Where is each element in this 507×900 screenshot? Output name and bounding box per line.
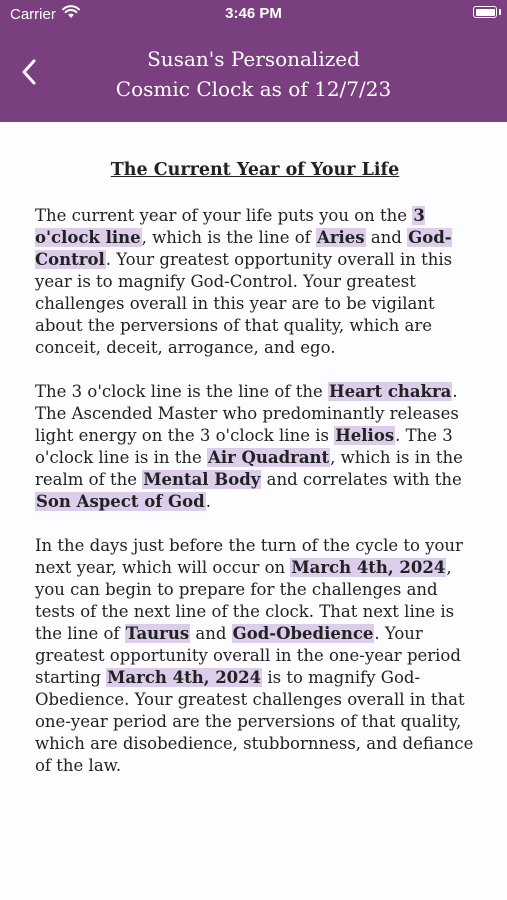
battery-tip — [499, 9, 501, 15]
text: The 3 o'clock line is the line of the — [35, 382, 328, 401]
highlight-body: Mental Body — [143, 470, 261, 489]
highlight-quality: God-Control — [35, 228, 452, 269]
text: . — [205, 492, 211, 511]
status-time: 3:46 PM — [225, 5, 282, 22]
nav-title-line-1: Susan's Personalized — [147, 47, 360, 71]
highlight-clock-line: 3 o'clock line — [35, 206, 425, 247]
text: and — [365, 228, 408, 247]
highlight-date: March 4th, 2024 — [291, 558, 446, 577]
paragraph-current-line — [35, 205, 475, 359]
highlight-aspect: Son Aspect of God — [36, 492, 205, 511]
highlight-next-sign: Taurus — [125, 624, 190, 643]
text: , which is the line of — [141, 228, 317, 247]
text: . Your greatest opportunity overall in the one-year period starting — [35, 624, 461, 687]
text: and — [190, 624, 232, 643]
back-button[interactable] — [14, 55, 44, 93]
chevron-left-icon — [21, 59, 37, 90]
section-heading: The Current Year of Your Life — [110, 160, 400, 180]
text: . Your greatest opportunity overall in this year is to magnify God-Control. Your greatest challenges overall in this year are to be vigilant about the perversions of that quality, which are conceit, deceit, arrogance, and ego. — [35, 250, 453, 357]
text: The current year of your life puts you on the — [35, 206, 413, 225]
highlight-quadrant: Air Quadrant — [208, 448, 330, 467]
highlight-next-quality: God-Obedience — [232, 624, 374, 643]
text: and correlates with the — [261, 470, 462, 489]
carrier-label: Carrier — [10, 5, 56, 23]
status-bar — [0, 0, 507, 28]
text: , you can begin to prepare for the challenges and tests of the next line of the clock. That next line is the line of — [35, 558, 455, 643]
navigation-header — [0, 0, 507, 122]
text: In the days just before the turn of the cycle to your next year, which will occur on — [35, 536, 463, 577]
text: . The 3 o'clock line is in the — [35, 426, 453, 467]
text: is to magnify God-Obedience. Your greatest challenges overall in that one-year period are the perversions of that quality, which are disobedience, stubbornness, and defiance of the law. — [35, 668, 474, 775]
text: , which is in the realm of the — [35, 448, 463, 489]
nav-title-line-2: Cosmic Clock as of 12/7/23 — [115, 77, 392, 101]
content-area — [35, 155, 475, 799]
highlight-chakra: Heart chakra — [328, 382, 452, 401]
text: . The Ascended Master who predominantly releases light energy on the 3 o'clock line is — [35, 382, 459, 445]
battery-icon — [473, 6, 497, 18]
highlight-master: Helios — [335, 426, 395, 445]
nav-title — [60, 44, 447, 104]
paragraph-next-year — [35, 535, 475, 777]
highlight-sign: Aries — [317, 228, 365, 247]
highlight-date: March 4th, 2024 — [107, 668, 262, 687]
paragraph-line-details — [35, 381, 475, 513]
